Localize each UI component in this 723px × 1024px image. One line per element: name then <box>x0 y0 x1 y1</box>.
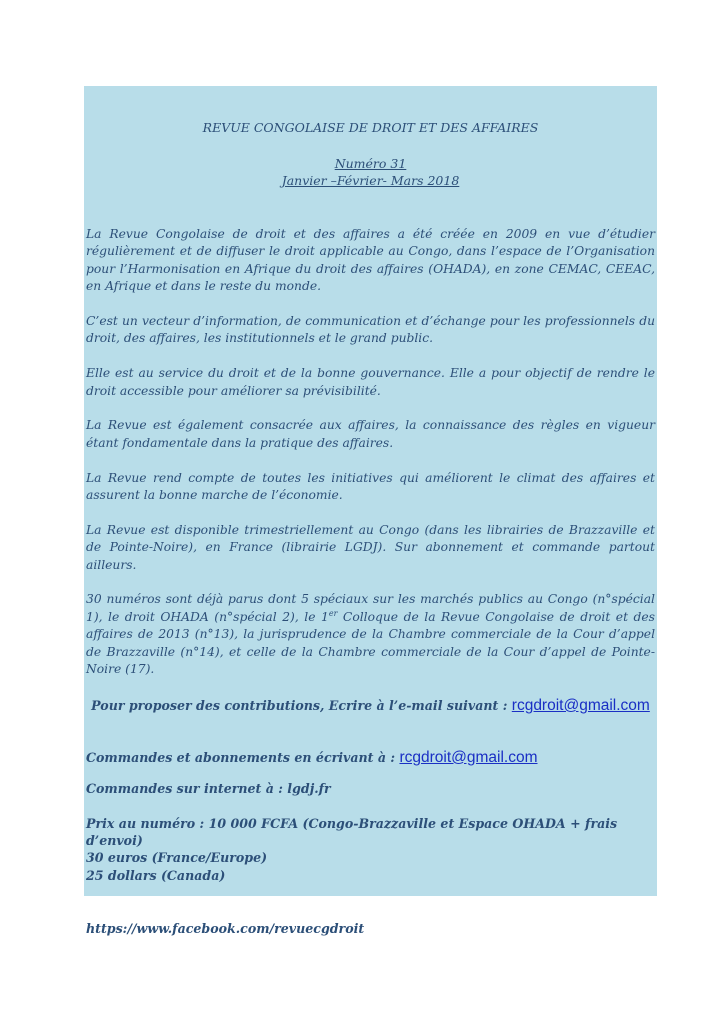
contributions-line <box>86 696 655 716</box>
paragraph-initiatives: La Revue rend compte de toutes les initiatives qui améliorent le climat des affaires et assurent la bonne marche de l’économie. <box>86 470 655 503</box>
paragraph-availability: La Revue est disponible trimestriellement au Congo (dans les librairies de Brazzaville et de Pointe-Noire), en France (librairie LGDJ). Sur abonnement et commande partout ailleurs. <box>86 522 655 572</box>
journal-title: REVUE CONGOLAISE DE DROIT ET DES AFFAIRES <box>202 120 539 135</box>
issues-text-end: Colloque de la Revue Congolaise de droit et des affaires de 2013 (n°13), la jurisprudence de la Chambre commerciale de la Cour d’appel de Brazzaville (n°14), et celle de la Chambre commerciale de la Cour d’appel de Pointe-Noire (17). <box>86 609 655 677</box>
paragraph-governance: Elle est au service du droit et de la bonne gouvernance. Elle a pour objectif de rendre le droit accessible pour améliorer sa prévisibilité. <box>86 366 655 398</box>
description <box>86 226 655 678</box>
facebook-url[interactable]: https://www.facebook.com/revuecgdroit <box>86 921 365 937</box>
issues-text-start: 30 numéros sont déjà parus dont 5 spéciaux sur les marchés publics au Congo (n°spécial 1), le droit OHADA (n°spécial 2), le 1 <box>86 592 655 624</box>
paragraph-founding: La Revue Congolaise de droit et des affaires a été créée en 2009 en vue d’étudier régulièrement et de diffuser le droit applicable au Congo, dans l’espace de l’Organisation pour l’Harmonisation en Afrique du droit des affaires (OHADA), en zone CEMAC, CEEAC, en Afrique et dans le reste du monde. <box>86 227 655 294</box>
contributions-text: Pour proposer des contributions, Ecrire à l’e-mail suivant : <box>91 697 512 713</box>
issue-block <box>86 155 655 189</box>
price-euros: 30 euros (France/Europe) <box>86 850 268 866</box>
issue-period: Janvier –Février- Mars 2018 <box>281 173 460 188</box>
flyer-panel <box>84 86 657 937</box>
ordinal-superscript: er <box>328 608 338 618</box>
contributions-email-link[interactable]: rcgdroit@gmail.com <box>511 696 650 714</box>
price-dollars: 25 dollars (Canada) <box>86 867 226 883</box>
internet-orders: Commandes sur internet à : lgdj.fr <box>86 781 331 797</box>
price-list <box>86 815 655 885</box>
paragraph-issues <box>86 591 655 678</box>
paragraph-vector: C’est un vecteur d’information, de communication et d’échange pour les professionnels du droit, des affaires, les institutionnels et le grand public. <box>86 314 655 346</box>
orders-email-link[interactable]: rcgdroit@gmail.com <box>399 748 538 766</box>
issue-number: Numéro 31 <box>334 156 407 171</box>
orders-text: Commandes et abonnements en écrivant à : <box>86 749 400 765</box>
orders-line <box>86 749 655 766</box>
price-fcfa: Prix au numéro : 10 000 FCFA (Congo-Brazzaville et Espace OHADA + frais d’envoi) <box>86 815 618 849</box>
paragraph-business: La Revue est également consacrée aux affaires, la connaissance des règles en vigueur étant fondamentale dans la pratique des affaires. <box>86 418 655 450</box>
